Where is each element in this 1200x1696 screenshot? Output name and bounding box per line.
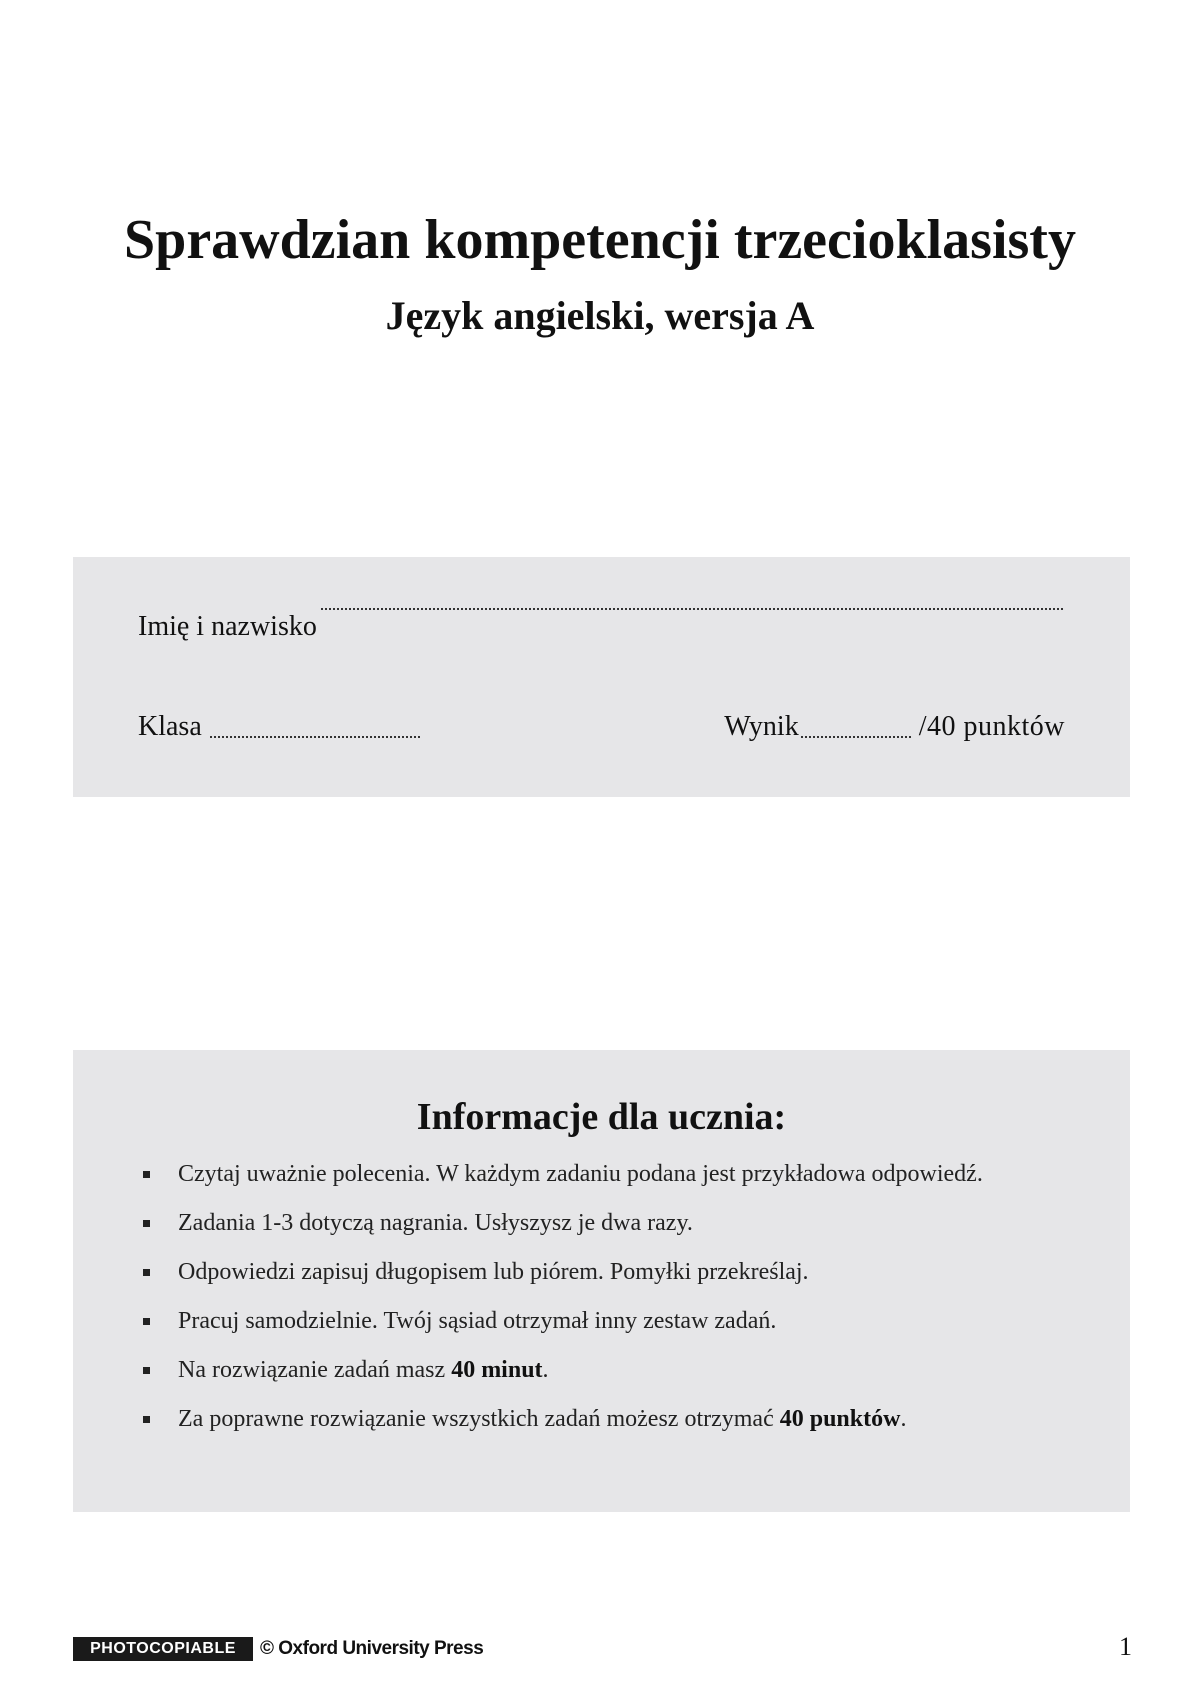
list-item — [143, 1403, 983, 1452]
bullet-icon — [143, 1171, 150, 1178]
info-item-text: Za poprawne rozwiązanie wszystkich zadań możesz otrzymać — [178, 1406, 780, 1432]
score-label: Wynik — [724, 711, 799, 742]
info-item-text: Pracuj samodzielnie. Twój sąsiad otrzymał inny zestaw zadań. — [178, 1308, 777, 1334]
list-item — [143, 1305, 983, 1354]
name-field[interactable] — [138, 607, 1065, 647]
bullet-icon — [143, 1269, 150, 1276]
class-score-row — [138, 707, 1065, 747]
bullet-icon — [143, 1367, 150, 1374]
score-max-points: /40 punktów — [918, 711, 1065, 742]
bullet-icon — [143, 1318, 150, 1325]
class-label: Klasa — [138, 711, 202, 742]
info-item-text: Zadania 1-3 dotyczą nagrania. Usłyszysz je dwa razy. — [178, 1210, 693, 1236]
copyright-notice: © Oxford University Press — [260, 1638, 484, 1659]
page-title: Sprawdzian kompetencji trzecioklasisty — [124, 209, 1076, 271]
bullet-icon — [143, 1416, 150, 1423]
info-heading: Informacje dla ucznia: — [416, 1096, 787, 1138]
photocopiable-badge: PHOTOCOPIABLE — [73, 1637, 253, 1661]
info-item-emphasis: 40 punktów — [779, 1406, 901, 1432]
list-item — [143, 1256, 983, 1305]
class-field[interactable] — [138, 707, 448, 747]
info-item-end: . — [900, 1406, 907, 1432]
student-details-box — [73, 557, 1130, 797]
list-item — [143, 1158, 983, 1207]
score-dotted-line — [801, 735, 911, 738]
bullet-icon — [143, 1220, 150, 1227]
page-subtitle: Język angielski, wersja A — [385, 293, 815, 338]
info-list — [143, 1158, 983, 1452]
name-dotted-line — [321, 607, 1063, 610]
list-item — [143, 1207, 983, 1256]
list-item — [143, 1354, 983, 1403]
page-number: 1 — [1119, 1632, 1132, 1661]
info-item-text: Odpowiedzi zapisuj długopisem lub piórem. Pomyłki przekreślaj. — [178, 1259, 809, 1285]
name-label: Imię i nazwisko — [138, 611, 317, 642]
info-item-text: Na rozwiązanie zadań masz — [178, 1357, 452, 1383]
class-dotted-line — [210, 735, 420, 738]
info-item-text: Czytaj uważnie polecenia. W każdym zadaniu podana jest przykładowa odpowiedź. — [178, 1161, 983, 1187]
info-item-emphasis: 40 minut — [451, 1357, 543, 1383]
student-info-box — [73, 1050, 1130, 1512]
info-item-end: . — [542, 1357, 549, 1383]
score-field[interactable] — [724, 707, 1065, 747]
